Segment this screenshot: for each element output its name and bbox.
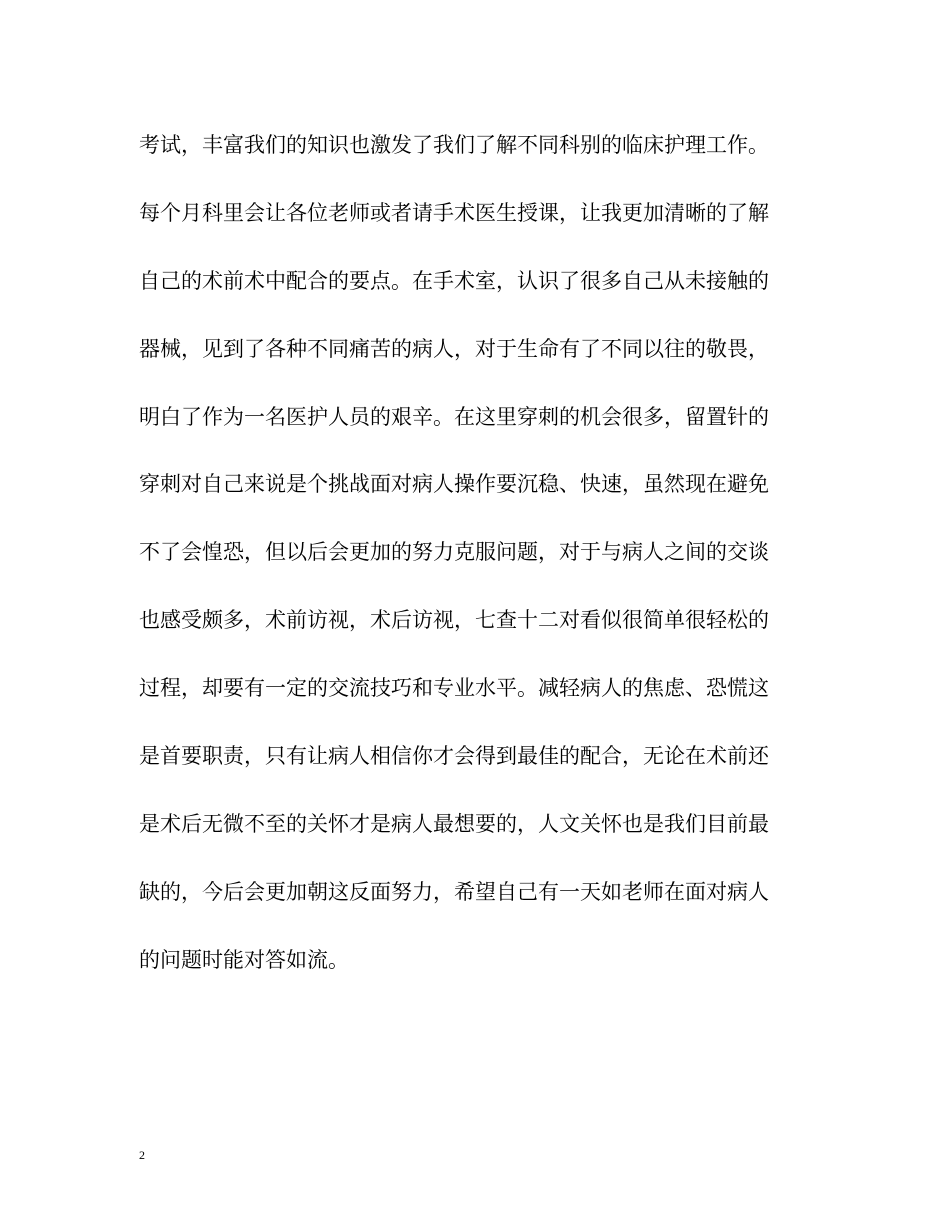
text-line: 自己的术前术中配合的要点。在手术室，认识了很多自己从未接触的 <box>139 268 769 293</box>
text-line: 是术后无微不至的关怀才是病人最想要的，人文关怀也是我们目前最 <box>139 811 769 836</box>
text-line: 的问题时能对答如流。 <box>139 947 349 972</box>
text-line: 考试，丰富我们的知识也激发了我们了解不同科别的临床护理工作。 <box>139 133 769 157</box>
text-line: 缺的，今后会更加朝这反面努力，希望自己有一天如老师在面对病人 <box>139 879 769 904</box>
body-text <box>139 124 799 1007</box>
text-line: 是首要职责，只有让病人相信你才会得到最佳的配合，无论在术前还 <box>139 744 769 769</box>
text-line: 每个月科里会让各位老师或者请手术医生授课，让我更加清晰的了解 <box>139 200 769 225</box>
text-line: 也感受颇多，术前访视，术后访视，七查十二对看似很简单很轻松的 <box>139 608 769 633</box>
text-line: 过程，却要有一定的交流技巧和专业水平。减轻病人的焦虑、恐慌这 <box>139 676 769 701</box>
text-line: 不了会惶恐，但以后会更加的努力克服问题，对于与病人之间的交谈 <box>139 540 769 565</box>
page-number: 2 <box>139 1148 145 1162</box>
text-line: 器械，见到了各种不同痛苦的病人，对于生命有了不同以往的敬畏， <box>139 336 769 361</box>
text-line: 穿刺对自己来说是个挑战面对病人操作要沉稳、快速，虽然现在避免 <box>139 472 769 497</box>
text-line: 明白了作为一名医护人员的艰辛。在这里穿刺的机会很多，留置针的 <box>139 404 769 429</box>
